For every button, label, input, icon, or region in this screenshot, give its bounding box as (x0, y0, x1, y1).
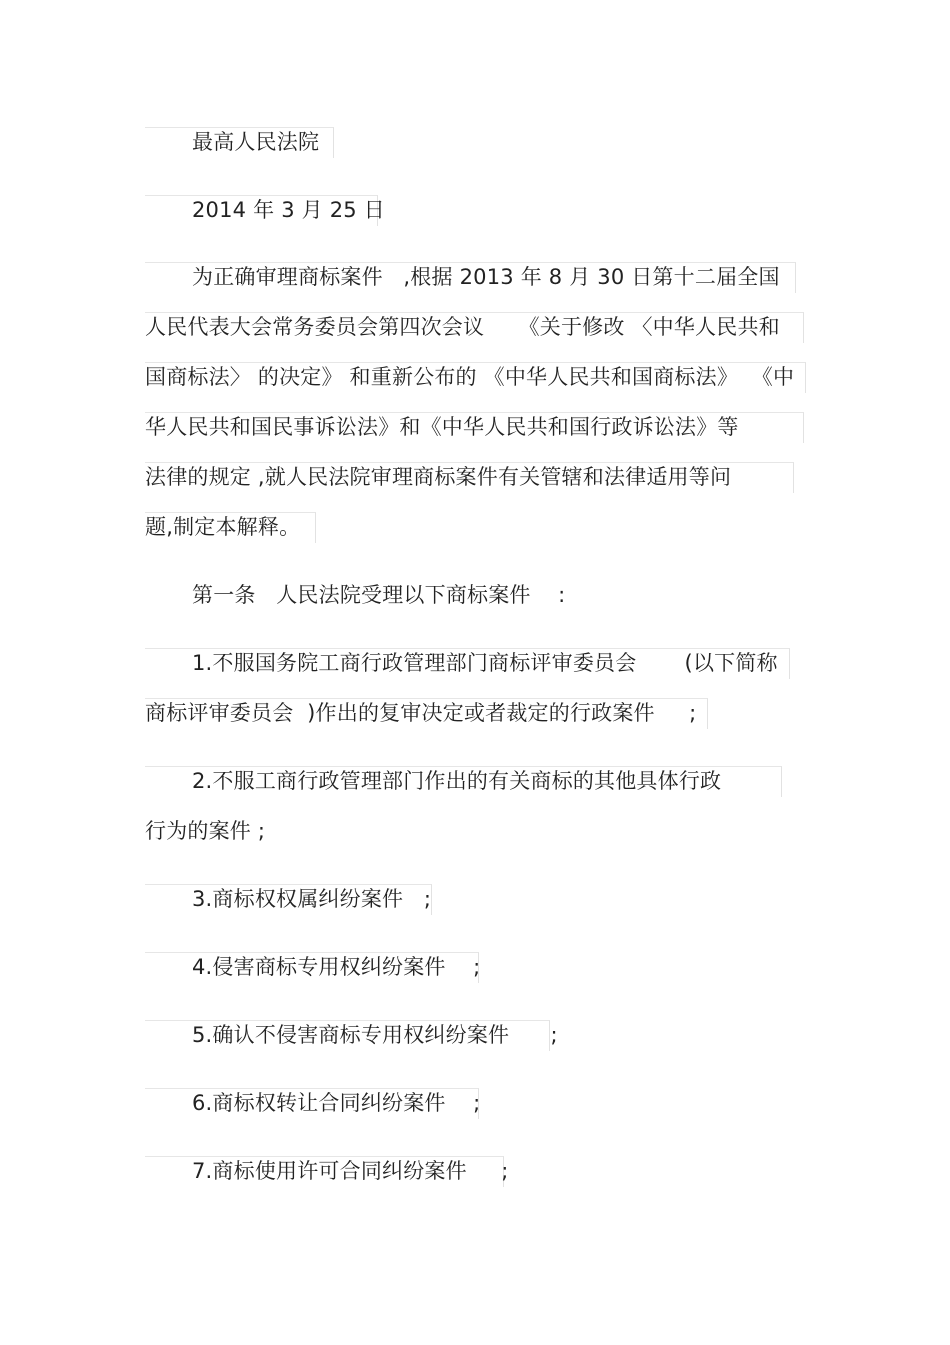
article-heading: 第一条 人民法院受理以下商标案件 : (192, 583, 566, 607)
list-item: 5.确认不侵害商标专用权纠纷案件 ; (192, 1023, 558, 1047)
list-item-continuation: 商标评审委员会 )作出的复审决定或者裁定的行政案件 ; (145, 701, 697, 725)
preamble-line: 为正确审理商标案件 ,根据 2013 年 8 月 30 日第十二届全国 (192, 265, 780, 289)
list-item: 7.商标使用许可合同纠纷案件 ; (192, 1159, 509, 1183)
list-item: 3.商标权权属纠纷案件 ; (192, 887, 432, 911)
date-line: 2014 年 3 月 25 日 (192, 198, 385, 222)
preamble-line: 华人民共和国民事诉讼法》和《中华人民共和国行政诉讼法》等 (145, 415, 739, 439)
preamble-line: 法律的规定 ,就人民法院审理商标案件有关管辖和法律适用等问 (145, 465, 732, 489)
preamble-line: 国商标法〉 的决定》 和重新公布的 《中华人民共和国商标法》 《中 (145, 365, 795, 389)
list-item: 1.不服国务院工商行政管理部门商标评审委员会 (以下简称 (192, 651, 778, 675)
list-item-continuation: 行为的案件 ; (145, 819, 266, 843)
preamble-line: 题,制定本解释。 (145, 515, 301, 539)
list-item: 2.不服工商行政管理部门作出的有关商标的其他具体行政 (192, 769, 722, 793)
list-item: 6.商标权转让合同纠纷案件 ; (192, 1091, 481, 1115)
preamble-line: 人民代表大会常务委员会第四次会议 《关于修改 〈中华人民共和 (145, 315, 780, 339)
list-item: 4.侵害商标专用权纠纷案件 ; (192, 955, 481, 979)
issuer-line: 最高人民法院 (192, 130, 320, 154)
